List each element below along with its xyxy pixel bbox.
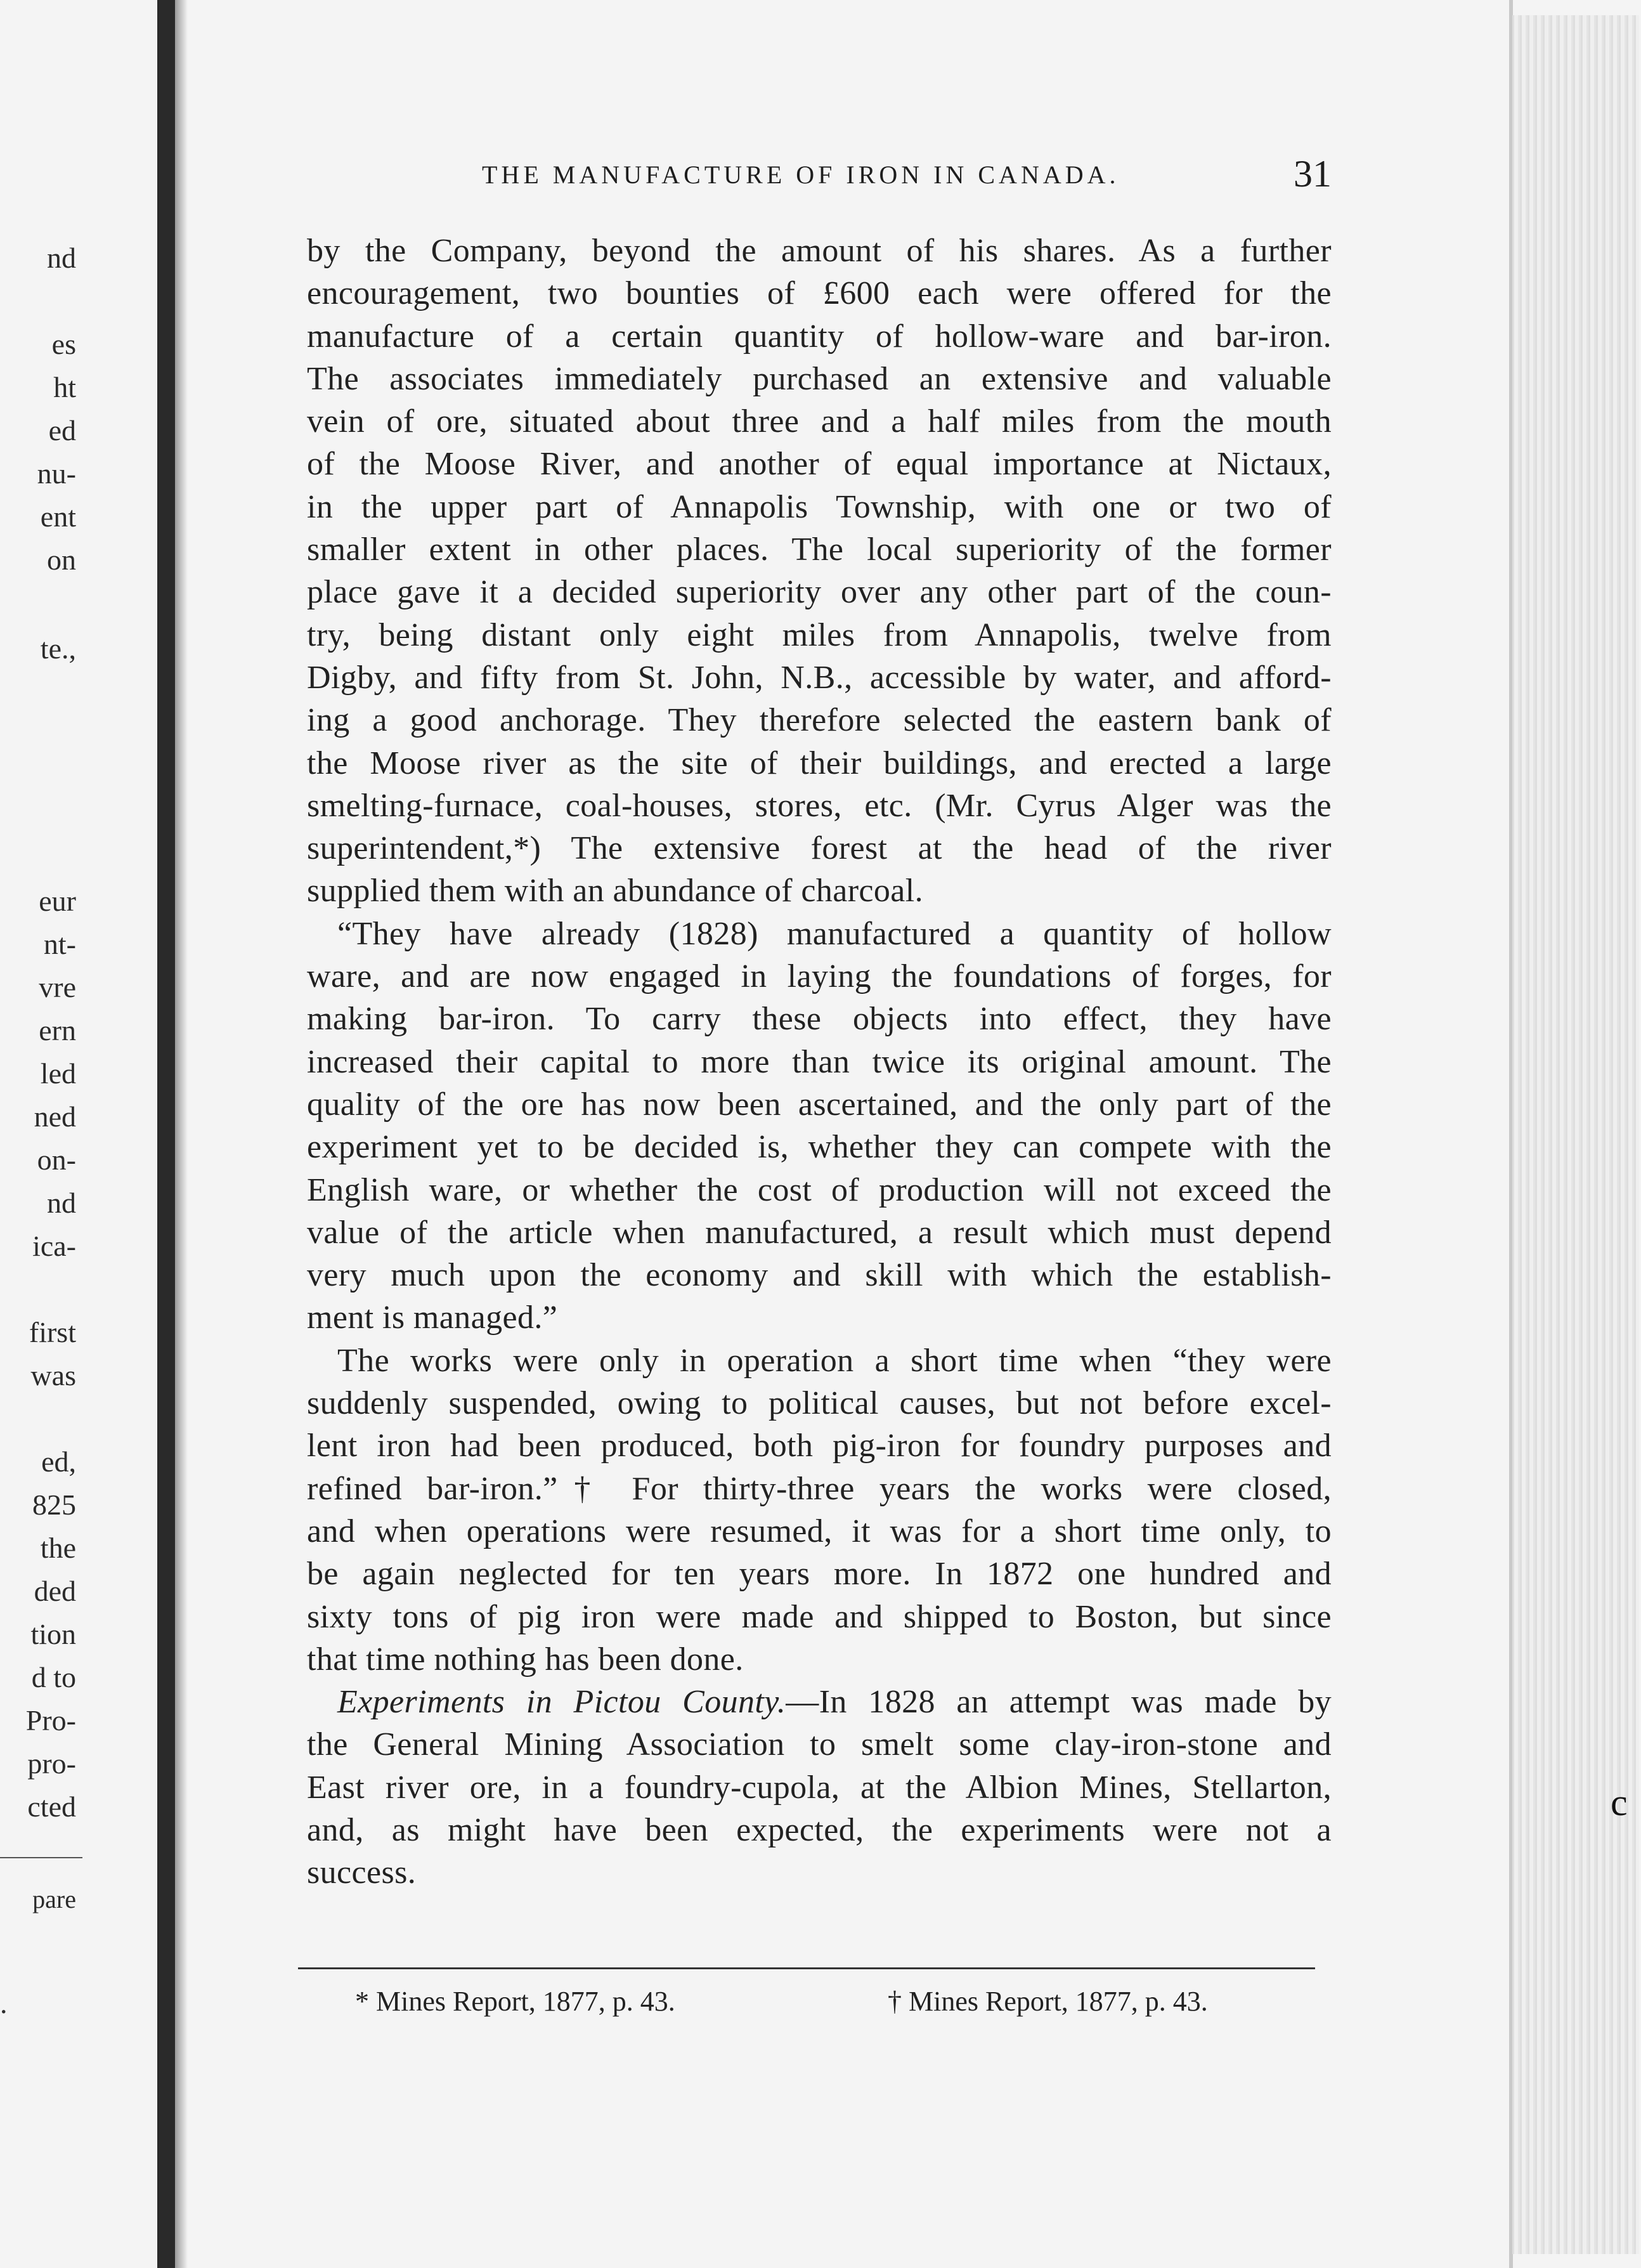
line-text: superintendent,*) The extensive forest at the head of the river [307,830,1332,867]
line-text: —In 1828 an attempt was made by [786,1684,1332,1721]
facing-fragment: eur [39,885,76,917]
line-text: making bar-iron. To carry these objects into effect, they have [307,1001,1332,1038]
facing-fragment: the [40,1532,76,1564]
facing-fragment: pare [32,1885,76,1913]
line-text: sixty tons of pig iron were made and shipped to Boston, but since [307,1598,1332,1635]
facing-fragment: ed, [41,1445,76,1478]
text-line [307,1468,1332,1510]
line-text: of the Moose River, and another of equal importance at Nictaux, [307,446,1332,483]
line-text: increased their capital to more than twice its original amount. The [307,1043,1332,1080]
line-text: success. [307,1854,417,1891]
text-line [307,1382,1332,1424]
line-text: ment is managed.” [307,1300,558,1336]
facing-fragment: led [40,1057,76,1090]
text-line [307,870,1332,912]
text-line [307,913,1332,955]
line-text: lent iron had been produced, both pig-iron for foundry purposes and [307,1428,1332,1464]
line-text: the General Mining Association to smelt some clay-iron-stone and [307,1726,1332,1763]
footnote: * Mines Report, 1877, p. 43. [355,1986,675,2017]
facing-fragment: 825 [32,1489,76,1521]
line-text: by the Company, beyond the amount of his shares. As a further [307,233,1332,269]
line-text: vein of ore, situated about three and a half miles from the mouth [307,403,1332,440]
line-text: quality of the ore has now been ascertained, and the only part of the [307,1086,1332,1123]
line-text: suddenly suspended, owing to political causes, but not before excel- [307,1385,1332,1422]
facing-fragment: nd [47,242,76,274]
facing-fragment: nu- [37,457,76,490]
facing-fragment: ned [34,1100,76,1133]
page-number: 31 [1294,153,1332,195]
line-text: encouragement, two bounties of £600 each were offered for the [307,275,1332,312]
text-line [307,1681,1332,1723]
text-line [307,1766,1332,1809]
line-text: in the upper part of Annapolis Township, with one or two of [307,488,1332,525]
line-text: smaller extent in other places. The local superiority of the former [307,531,1332,568]
text-line [307,230,1332,272]
text-line [307,1339,1332,1382]
line-text: The works were only in operation a short time when “they were [337,1342,1332,1379]
text-line [307,315,1332,358]
text-line [307,1510,1332,1553]
line-text: ing a good anchorage. They therefore selected the eastern bank of [307,702,1332,739]
text-line [307,955,1332,998]
text-line [307,614,1332,656]
line-text: experiment yet to be decided is, whether they can compete with the [307,1129,1332,1166]
line-text: and when operations were resumed, it was for a short time only, to [307,1513,1332,1549]
line-text: try, being distant only eight miles from Annapolis, twelve from [307,616,1332,653]
facing-fragment: nt- [43,928,76,960]
facing-fragment: ed [48,414,76,446]
line-text: that time nothing has been done. [307,1641,744,1678]
line-text: “They have already (1828) manufactured a quantity of hollow [337,915,1332,952]
running-head: THE MANUFACTURE OF IRON IN CANADA. [482,160,1120,189]
facing-fragment: ded [34,1575,76,1607]
text-line [307,998,1332,1040]
facing-fragment: es [51,328,76,360]
text-line [307,1851,1332,1894]
facing-fragment: Pro- [25,1704,76,1737]
text-line [307,1596,1332,1638]
facing-fragment: vre [39,971,76,1003]
line-text: English ware, or whether the cost of production will not exceed the [307,1171,1332,1208]
footnote-rule [298,1967,1315,1969]
facing-fragment: te., [40,632,76,665]
text-line [307,1424,1332,1467]
facing-fragment: first [29,1316,76,1348]
line-text: Digby, and fifty from St. John, N.B., accessible by water, and afford- [307,659,1332,696]
text-line [307,528,1332,571]
line-text: refined bar-iron.”† For thirty-three years the works were closed, [307,1470,1332,1507]
line-text: supplied them with an abundance of charcoal. [307,873,924,909]
text-line [307,1254,1332,1296]
text-line [307,656,1332,699]
text-line [307,1296,1332,1339]
facing-fragment: d to [31,1661,76,1693]
gutter-shadow [175,0,188,2268]
line-text: The associates immediately purchased an extensive and valuable [307,360,1332,397]
line-text: and, as might have been expected, the experiments were not a [307,1811,1332,1848]
text-line [307,1809,1332,1851]
section-heading-italic: Experiments in Pictou County. [337,1684,786,1721]
facing-fragment: ent [40,500,76,533]
text-line [307,272,1332,315]
line-text: be again neglected for ten years more. In 1872 one hundred and [307,1556,1332,1593]
line-text: East river ore, in a foundry-cupola, at the Albion Mines, Stellarton, [307,1769,1332,1806]
footnote: † Mines Report, 1877, p. 43. [888,1986,1208,2017]
line-text: value of the article when manufactured, a result which must depend [307,1214,1332,1251]
facing-fragment: pro- [27,1747,76,1780]
text-line [307,571,1332,613]
facing-fragment: on- [37,1144,76,1176]
text-line [307,1126,1332,1168]
line-text: manufacture of a certain quantity of hollow-ware and bar-iron. [307,318,1332,355]
text-line [307,443,1332,485]
facing-fragment: ern [39,1014,76,1046]
text-line [307,742,1332,785]
text-line [307,1041,1332,1083]
line-text: the Moose river as the site of their buildings, and erected a large [307,745,1332,781]
text-line [307,1723,1332,1766]
line-text: place gave it a decided superiority over any other part of the coun- [307,574,1332,611]
text-line [307,400,1332,443]
text-line [307,1553,1332,1595]
text-line [307,1169,1332,1211]
facing-fragment: was [30,1359,76,1391]
facing-footnote-rule [0,1857,82,1858]
line-text: ware, and are now engaged in laying the foundations of forges, for [307,958,1332,995]
binding-gutter [157,0,175,2268]
edge-mark: c [1611,1782,1628,1823]
text-line [307,1211,1332,1254]
text-line [307,785,1332,827]
facing-fragment: cted [27,1790,76,1823]
text-line [307,1638,1332,1681]
text-line [307,358,1332,400]
line-text: smelting-furnace, coal-houses, stores, etc. (Mr. Cyrus Alger was the [307,787,1332,824]
facing-fragment: ht [53,371,76,403]
facing-fragment: ica- [32,1230,76,1262]
text-line [307,827,1332,870]
facing-fragment: . [0,1987,8,2019]
text-line [307,1083,1332,1126]
body-text [307,230,1332,1894]
line-text: very much upon the economy and skill with which the establish- [307,1257,1332,1294]
text-line [307,699,1332,741]
facing-fragment: nd [47,1187,76,1219]
text-line [307,486,1332,528]
page-edges [1512,15,1639,2254]
facing-fragment: tion [30,1618,76,1650]
facing-fragment: on [47,544,76,576]
